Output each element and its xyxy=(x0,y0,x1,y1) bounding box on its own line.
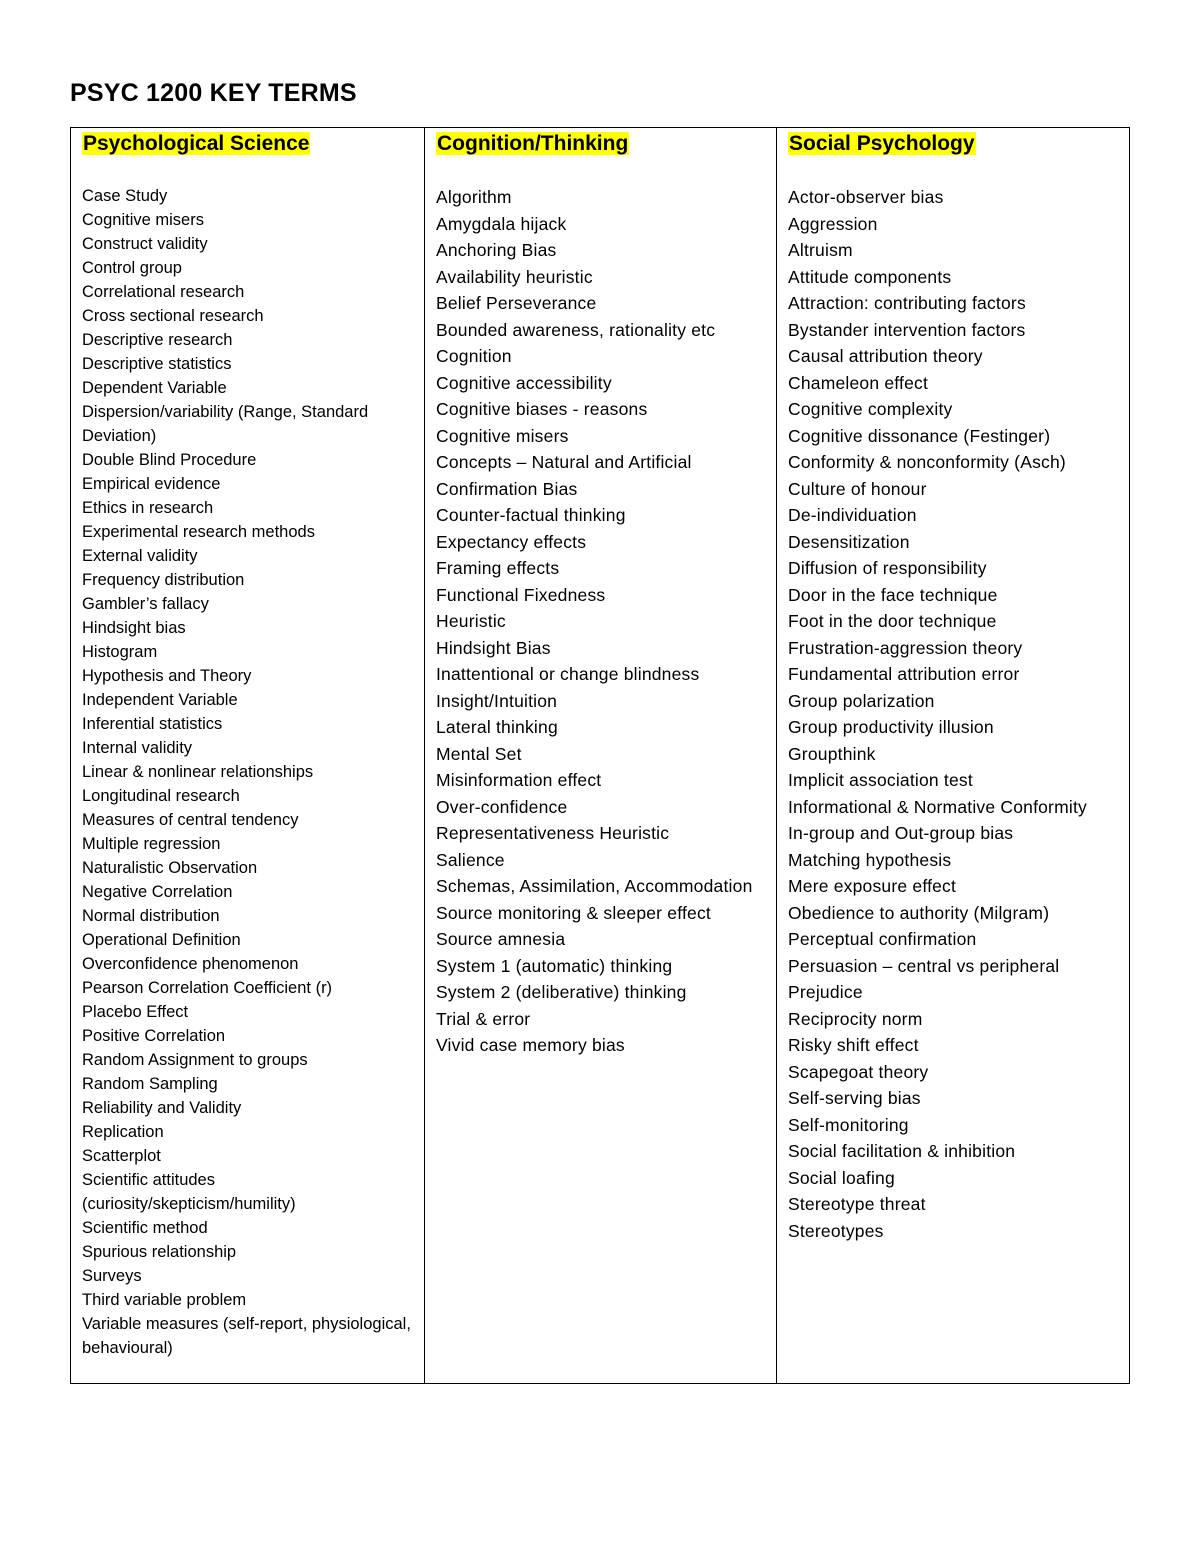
term-item: Hindsight bias xyxy=(82,619,186,637)
term-item: Cognition xyxy=(436,346,512,366)
term-item: Scientific attitudes (curiosity/skepticism/humility) xyxy=(82,1171,296,1213)
term-item: Internal validity xyxy=(82,739,193,757)
term-item: Overconfidence phenomenon xyxy=(82,955,299,973)
term-item: Placebo Effect xyxy=(82,1003,189,1021)
term-item: Longitudinal research xyxy=(82,787,240,805)
term-item: Representativeness Heuristic xyxy=(436,823,670,843)
term-item: Amygdala hijack xyxy=(436,213,567,234)
column-heading xyxy=(82,130,416,158)
term-item: Altruism xyxy=(788,240,853,260)
term-item: Cognitive biases - reasons xyxy=(436,399,648,419)
term-item: Social loafing xyxy=(788,1167,895,1188)
term-item: Linear & nonlinear relationships xyxy=(82,763,314,781)
term-list xyxy=(788,184,1121,1244)
term-list xyxy=(436,184,768,1059)
term-item: Negative Correlation xyxy=(82,883,233,901)
term-item: Aggression xyxy=(788,213,878,234)
term-item: In-group and Out-group bias xyxy=(788,823,1014,843)
term-item: Construct validity xyxy=(82,235,208,253)
term-item: Groupthink xyxy=(788,743,876,764)
column-cognition-thinking xyxy=(425,128,777,1383)
term-item: Culture of honour xyxy=(788,478,927,499)
term-item: Confirmation Bias xyxy=(436,478,578,499)
term-item: Scapegoat theory xyxy=(788,1061,929,1082)
column-heading xyxy=(436,130,768,158)
key-terms-table xyxy=(70,127,1130,1384)
term-item: Trial & error xyxy=(436,1008,531,1029)
term-item: Obedience to authority (Milgram) xyxy=(788,902,1050,923)
term-item: Concepts – Natural and Artificial xyxy=(436,452,692,472)
term-item: Door in the face technique xyxy=(788,584,998,605)
term-item: Replication xyxy=(82,1123,164,1141)
term-item: Heuristic xyxy=(436,611,506,631)
term-item: Anchoring Bias xyxy=(436,240,557,260)
term-item: Group productivity illusion xyxy=(788,717,994,737)
term-item: Operational Definition xyxy=(82,931,241,949)
term-item: Persuasion – central vs peripheral xyxy=(788,955,1060,976)
term-item: Hypothesis and Theory xyxy=(82,667,252,685)
term-item: Implicit association test xyxy=(788,770,973,790)
term-item: Independent Variable xyxy=(82,691,238,709)
term-item: Correlational research xyxy=(82,283,245,301)
term-item: Conformity & nonconformity (Asch) xyxy=(788,452,1066,472)
term-item: Bounded awareness, rationality etc xyxy=(436,319,716,340)
term-item: Prejudice xyxy=(788,982,863,1002)
term-item: Perceptual confirmation xyxy=(788,929,977,949)
term-item: Informational & Normative Conformity xyxy=(788,796,1087,817)
term-item: Bystander intervention factors xyxy=(788,319,1026,340)
term-item: Spurious relationship xyxy=(82,1243,237,1261)
term-item: Cognitive misers xyxy=(436,425,569,446)
term-item: Scatterplot xyxy=(82,1147,161,1165)
term-item: Case Study xyxy=(82,187,168,205)
term-item: External validity xyxy=(82,547,198,565)
term-item: Social facilitation & inhibition xyxy=(788,1141,1016,1161)
term-item: Histogram xyxy=(82,643,158,661)
term-item: Stereotype threat xyxy=(788,1194,926,1214)
term-item: Schemas, Assimilation, Accommodation xyxy=(436,876,753,896)
term-item: Frequency distribution xyxy=(82,571,245,589)
term-item: Dispersion/variability (Range, Standard Deviation) xyxy=(82,403,369,445)
term-item: Random Assignment to groups xyxy=(82,1051,308,1069)
term-item: Empirical evidence xyxy=(82,475,221,493)
term-item: Functional Fixedness xyxy=(436,584,606,605)
term-item: Lateral thinking xyxy=(436,717,558,737)
term-item: Cognitive misers xyxy=(82,211,204,229)
term-item: Availability heuristic xyxy=(436,266,593,287)
term-item: Third variable problem xyxy=(82,1291,247,1309)
term-item: Algorithm xyxy=(436,187,512,207)
term-item: Group polarization xyxy=(788,690,935,711)
term-item: Hindsight Bias xyxy=(436,637,551,658)
term-item: Risky shift effect xyxy=(788,1035,919,1055)
term-item: System 1 (automatic) thinking xyxy=(436,955,673,976)
term-item: Framing effects xyxy=(436,558,560,578)
term-item: Foot in the door technique xyxy=(788,611,997,631)
term-item: Cognitive complexity xyxy=(788,399,953,419)
term-item: Self-monitoring xyxy=(788,1114,909,1135)
term-item: Measures of central tendency xyxy=(82,811,299,829)
term-item: Desensitization xyxy=(788,531,910,552)
term-item: Self-serving bias xyxy=(788,1088,921,1108)
term-item: Descriptive research xyxy=(82,331,233,349)
term-item: Attitude components xyxy=(788,266,952,287)
term-item: Normal distribution xyxy=(82,907,220,925)
term-item: Fundamental attribution error xyxy=(788,664,1020,684)
term-item: Positive Correlation xyxy=(82,1027,226,1045)
term-item: Descriptive statistics xyxy=(82,355,232,373)
term-list xyxy=(82,184,416,1360)
term-item: Over-confidence xyxy=(436,796,568,817)
term-item: Cognitive accessibility xyxy=(436,372,612,393)
term-item: Cross sectional research xyxy=(82,307,264,325)
term-item: Inattentional or change blindness xyxy=(436,664,700,684)
term-item: Scientific method xyxy=(82,1219,208,1237)
term-item: Vivid case memory bias xyxy=(436,1035,625,1055)
term-item: Frustration-aggression theory xyxy=(788,637,1023,658)
term-item: Diffusion of responsibility xyxy=(788,558,987,578)
column-heading-text: Psychological Science xyxy=(83,132,310,155)
term-item: Mental Set xyxy=(436,743,522,764)
term-item: Ethics in research xyxy=(82,499,214,517)
term-item: Belief Perseverance xyxy=(436,293,597,313)
term-item: Reciprocity norm xyxy=(788,1008,923,1029)
term-item: Cognitive dissonance (Festinger) xyxy=(788,425,1051,446)
term-item: Chameleon effect xyxy=(788,372,929,393)
column-social-psychology xyxy=(777,128,1129,1383)
term-item: Reliability and Validity xyxy=(82,1099,242,1117)
column-heading-text: Cognition/Thinking xyxy=(437,132,629,155)
term-item: Dependent Variable xyxy=(82,379,227,397)
term-item: Multiple regression xyxy=(82,835,221,853)
term-item: Experimental research methods xyxy=(82,523,315,541)
column-heading-text: Social Psychology xyxy=(789,132,975,155)
term-item: Source monitoring & sleeper effect xyxy=(436,902,711,923)
term-item: Naturalistic Observation xyxy=(82,859,258,877)
term-item: Stereotypes xyxy=(788,1220,884,1241)
term-item: Inferential statistics xyxy=(82,715,223,733)
term-item: Control group xyxy=(82,259,182,277)
term-item: Variable measures (self-report, physiological, behavioural) xyxy=(82,1315,411,1357)
term-item: Random Sampling xyxy=(82,1075,218,1093)
term-item: Counter-factual thinking xyxy=(436,505,626,525)
term-item: Salience xyxy=(436,849,505,870)
term-item: Source amnesia xyxy=(436,929,566,949)
term-item: De-individuation xyxy=(788,505,917,525)
term-item: Gambler’s fallacy xyxy=(82,595,209,613)
term-item: Mere exposure effect xyxy=(788,876,957,896)
term-item: Double Blind Procedure xyxy=(82,451,257,469)
column-psychological-science xyxy=(71,128,425,1383)
term-item: Matching hypothesis xyxy=(788,849,952,870)
term-item: Expectancy effects xyxy=(436,531,587,552)
term-item: System 2 (deliberative) thinking xyxy=(436,982,687,1002)
term-item: Surveys xyxy=(82,1267,142,1285)
term-item: Actor-observer bias xyxy=(788,187,944,207)
term-item: Insight/Intuition xyxy=(436,690,558,711)
term-item: Pearson Correlation Coefficient (r) xyxy=(82,979,333,997)
column-heading xyxy=(788,130,1121,158)
term-item: Attraction: contributing factors xyxy=(788,293,1026,313)
term-item: Causal attribution theory xyxy=(788,346,983,366)
term-item: Misinformation effect xyxy=(436,770,602,790)
page-title: PSYC 1200 KEY TERMS xyxy=(70,79,357,107)
